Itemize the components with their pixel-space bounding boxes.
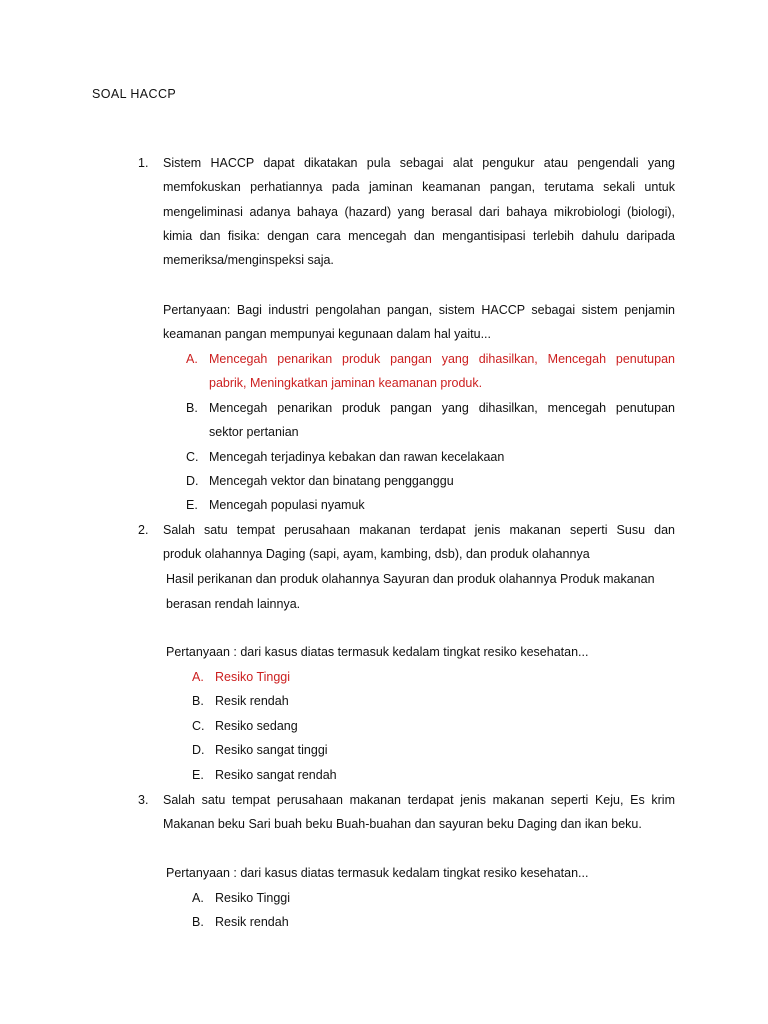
question-number: 3. <box>138 793 149 807</box>
question-stem <box>163 788 675 837</box>
question-prompt: Pertanyaan : dari kasus diatas termasuk kedalam tingkat resiko kesehatan... <box>166 866 589 880</box>
option-label: D. <box>186 474 199 488</box>
option-text: Resiko sangat tinggi <box>215 743 328 757</box>
option-text: Resik rendah <box>215 694 289 708</box>
option-label: A. <box>192 891 204 905</box>
option-line: sektor pertanian <box>209 425 299 440</box>
option-label: A. <box>192 670 204 684</box>
option-line: pabrik, Meningkatkan jaminan keamanan produk. <box>209 376 483 391</box>
question-stem <box>163 518 675 567</box>
option-text: Mencegah vektor dan binatang pengganggu <box>209 474 454 488</box>
stem-line: kimia dan fisika: dengan cara mencegah dan mengantisipasi terlebih dahulu daripada <box>163 228 675 243</box>
option-label: B. <box>192 915 204 929</box>
stem-line: Sistem HACCP dapat dikatakan pula sebagai alat pengukur atau pengendali yang <box>163 156 675 170</box>
option-text: Mencegah terjadinya kebakan dan rawan kecelakaan <box>209 450 505 464</box>
option-label: B. <box>192 694 204 708</box>
stem-line: mengeliminasi adanya bahaya (hazard) yang berasal dari bahaya mikrobiologi (biologi), <box>163 204 675 219</box>
stem-line: Salah satu tempat perusahaan makanan terdapat jenis makanan seperti Susu dan <box>163 523 675 537</box>
option-text: Resiko sangat rendah <box>215 768 337 782</box>
stem-line: berasan rendah lainnya. <box>166 597 301 611</box>
option-text: Resiko Tinggi <box>215 891 291 905</box>
stem-line: memeriksa/menginspeksi saja. <box>163 253 334 268</box>
option-text: Resiko sedang <box>215 719 298 733</box>
option-label: C. <box>192 719 205 733</box>
stem-line: Salah satu tempat perusahaan makanan terdapat jenis makanan seperti Keju, Es krim <box>163 793 675 807</box>
question-number: 1. <box>138 156 149 170</box>
option-text <box>209 347 675 396</box>
question-prompt: Pertanyaan : dari kasus diatas termasuk kedalam tingkat resiko kesehatan... <box>166 645 589 659</box>
option-label: A. <box>186 352 198 366</box>
question-prompt <box>163 298 675 347</box>
option-label: B. <box>186 401 198 415</box>
stem-line: produk olahannya Daging (sapi, ayam, kambing, dsb), dan produk olahannya <box>163 547 590 562</box>
option-label: E. <box>192 768 204 782</box>
stem-line: Makanan beku Sari buah beku Buah-buahan dan sayuran beku Daging dan ikan beku. <box>163 817 642 832</box>
option-line: Mencegah penarikan produk pangan yang dihasilkan, Mencegah penutupan <box>209 352 675 366</box>
option-text: Mencegah populasi nyamuk <box>209 498 365 512</box>
page-title: SOAL HACCP <box>92 87 177 101</box>
option-line: Mencegah penarikan produk pangan yang dihasilkan, mencegah penutupan <box>209 401 675 415</box>
option-label: C. <box>186 450 199 464</box>
option-text: Resik rendah <box>215 915 289 929</box>
option-text <box>209 396 675 445</box>
prompt-line: keamanan pangan mempunyai kegunaan dalam hal yaitu... <box>163 327 491 342</box>
option-text: Resiko Tinggi <box>215 670 291 684</box>
question-stem <box>163 151 675 272</box>
question-number: 2. <box>138 523 149 537</box>
prompt-line: Pertanyaan: Bagi industri pengolahan pangan, sistem HACCP sebagai sistem penjamin <box>163 303 675 317</box>
option-label: E. <box>186 498 198 512</box>
stem-line: Hasil perikanan dan produk olahannya Sayuran dan produk olahannya Produk makanan <box>166 572 655 586</box>
option-label: D. <box>192 743 205 757</box>
stem-line: memfokuskan perhatiannya pada jaminan keamanan pangan, terutama sekali untuk <box>163 180 675 195</box>
